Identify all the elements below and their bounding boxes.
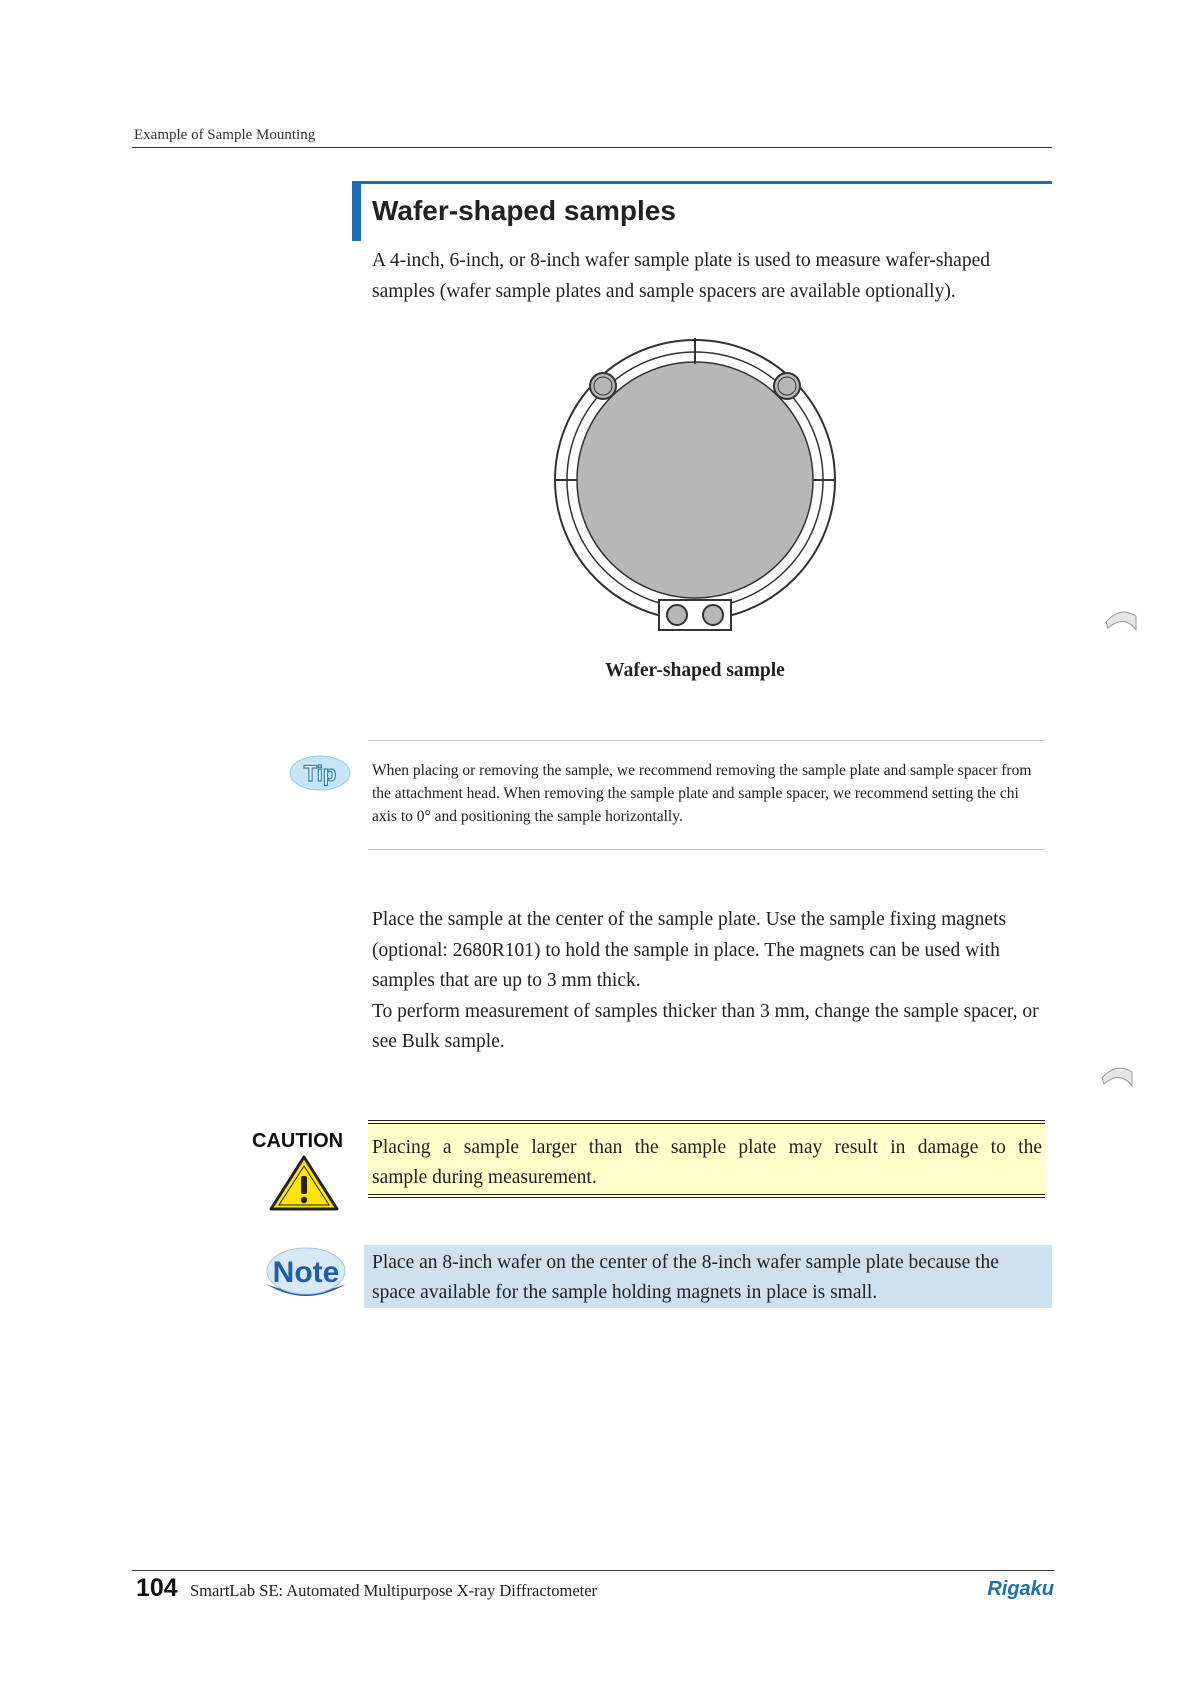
tip-badge-label: Tip: [303, 761, 337, 786]
tip-rule-top: [368, 740, 1045, 741]
brand-logo: Rigaku: [987, 1578, 1054, 1600]
body-paragraph: [372, 905, 1052, 1058]
note-badge-icon: [262, 1244, 350, 1302]
magnet-bottom-right: [703, 605, 723, 625]
binder-hole-mark-lower: [1100, 1060, 1134, 1090]
footer-divider: [132, 1570, 1054, 1571]
caution-text-line-2: sample during measurement.: [372, 1167, 597, 1188]
page-number: 104: [136, 1574, 178, 1602]
body-line-2: To perform measurement of samples thicker than 3 mm, change the sample spacer, or see Bulk sample.: [372, 1000, 1039, 1052]
wafer-sample-figure: [550, 330, 840, 635]
tip-badge-icon: [288, 754, 352, 792]
section-title-bar-top: [352, 181, 1052, 184]
caution-text-line-1: Placing a sample larger than the sample plate may result in damage to the: [372, 1137, 1042, 1158]
section-title: Wafer-shaped samples: [372, 195, 676, 226]
magnet-bottom-left: [667, 605, 687, 625]
figure-caption: Wafer-shaped sample: [605, 660, 785, 681]
binder-hole-mark-upper: [1104, 604, 1138, 634]
body-line-1: Place the sample at the center of the sample plate. Use the sample fixing magnets (optional: 2680R101) to hold the sample in place. The magnets can be used with samples that are up to 3 mm thick.: [372, 909, 1007, 991]
note-badge-label: Note: [272, 1256, 340, 1289]
warning-triangle-icon: [268, 1154, 340, 1212]
footer-title: SmartLab SE: Automated Multipurpose X-ray Diffractometer: [190, 1581, 598, 1600]
header-divider: [132, 147, 1052, 148]
tip-rule-bottom: [368, 849, 1045, 850]
running-header: Example of Sample Mounting: [134, 127, 316, 143]
intro-paragraph: A 4-inch, 6-inch, or 8-inch wafer sample plate is used to measure wafer-shaped samples (wafer sample plates and sample spacers are available optionally).: [372, 250, 990, 302]
note-text: Place an 8-inch wafer on the center of the 8-inch wafer sample plate because the space available for the sample holding magnets in place is small.: [372, 1252, 999, 1303]
tip-text: When placing or removing the sample, we recommend removing the sample plate and sample spacer from the attachment head. When removing the sample plate and sample spacer, we recommend setting the chi axis to 0° and positioning the sample horizontally.: [372, 762, 1032, 825]
caution-label: CAUTION: [252, 1130, 344, 1152]
wafer-disc: [577, 362, 813, 598]
section-title-bar-left: [352, 184, 361, 241]
